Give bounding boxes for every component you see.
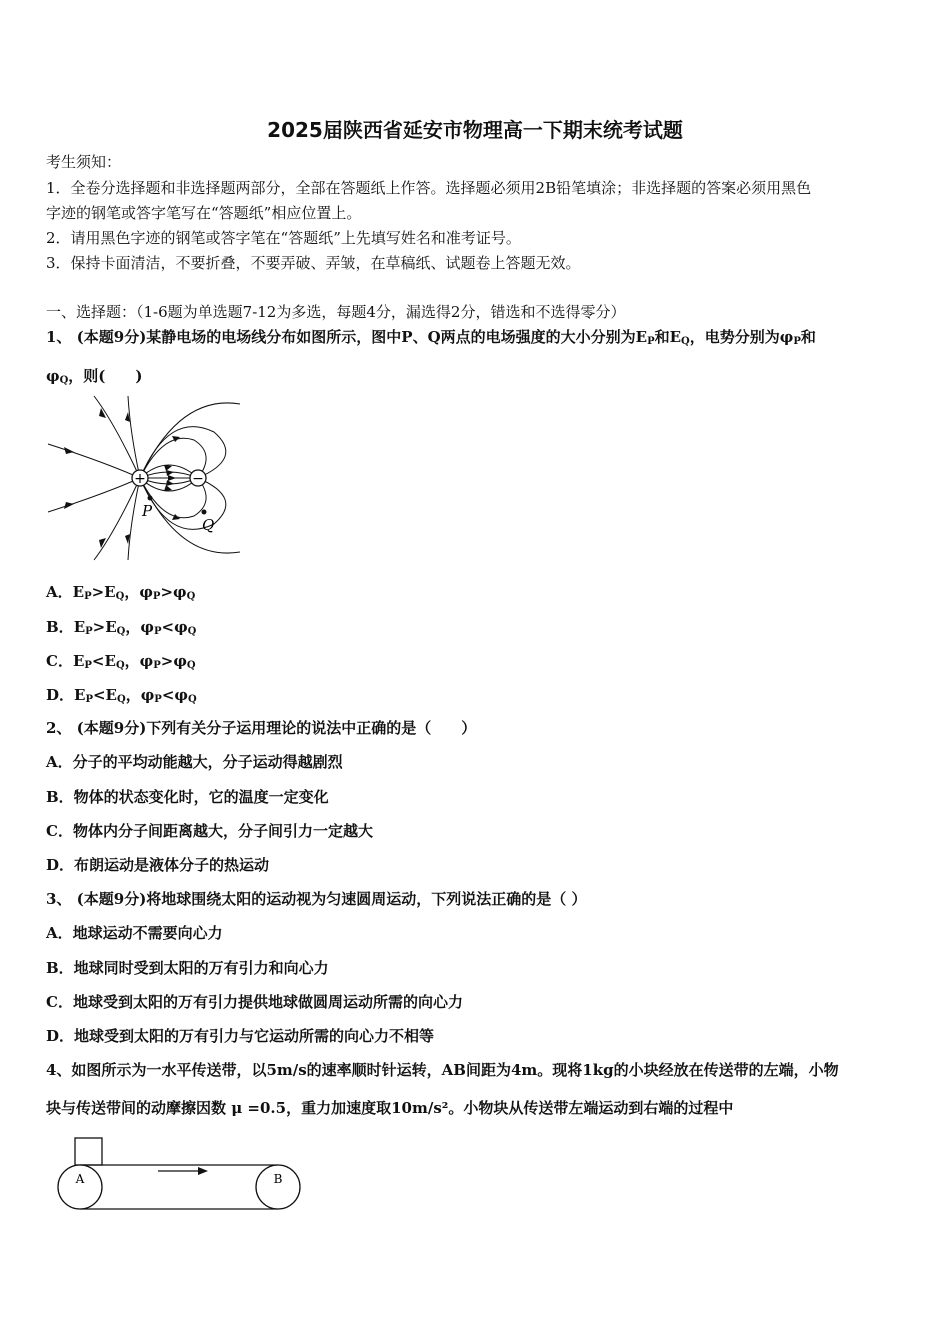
q1-stem: 1、 (本题9分)某静电场的电场线分布如图所示，图中P、Q两点的电场强度的大小分别为$E_P$和$E_Q$，电势分别为$\varphi_P$和 bbox=[46, 328, 816, 347]
negative-charge-label: − bbox=[192, 471, 204, 487]
positive-charge-label: + bbox=[134, 471, 146, 487]
section-heading: 一、选择题：（1-6题为单选题7-12为多选，每题4分，漏选得2分，错选和不选得零分） bbox=[46, 303, 626, 321]
electric-field-figure bbox=[44, 392, 244, 564]
pulley-a-label: A bbox=[75, 1172, 85, 1186]
q1-stem-cont: $\varphi_Q$，则( ) bbox=[46, 367, 143, 386]
q1-option-b: B．$E_P>E_Q$，$\varphi_P<\varphi_Q$ bbox=[46, 618, 197, 637]
pulley-b-label: B bbox=[273, 1172, 283, 1186]
notice-item-2: 2．请用黑色字迹的钢笔或答字笔在“答题纸”上先填写姓名和准考证号。 bbox=[46, 229, 521, 247]
q2-stem: 2、 (本题9分)下列有关分子运用理论的说法中正确的是（ ） bbox=[46, 719, 477, 737]
q3-option-d: D．地球受到太阳的万有引力与它运动所需的向心力不相等 bbox=[46, 1027, 435, 1045]
q4-stem-line2: 块与传送带间的动摩擦因数 μ =0.5，重力加速度取10m/s²。小物块从传送带左端运动到右端的过程中 bbox=[46, 1099, 734, 1117]
page-title: 2025届陕西省延安市物理高一下期末统考试题 bbox=[267, 118, 683, 142]
q2-option-d: D．布朗运动是液体分子的热运动 bbox=[46, 856, 270, 874]
q1-option-c: C．$E_P<E_Q$，$\varphi_P>\varphi_Q$ bbox=[46, 652, 196, 671]
q2-option-c: C．物体内分子间距离越大，分子间引力一定越大 bbox=[46, 822, 373, 840]
q2-option-b: B．物体的状态变化时，它的温度一定变化 bbox=[46, 788, 329, 806]
notice-item-3: 3．保持卡面清洁，不要折叠，不要弄破、弄皱，在草稿纸、试题卷上答题无效。 bbox=[46, 254, 581, 272]
notice-item-1: 1．全卷分选择题和非选择题两部分，全部在答题纸上作答。选择题必须用2B铅笔填涂；非选择题的答案必须用黑色 bbox=[46, 179, 812, 197]
q3-stem: 3、 (本题9分)将地球围绕太阳的运动视为匀速圆周运动，下列说法正确的是（ ） bbox=[46, 890, 587, 908]
notice-item-1-cont: 字迹的钢笔或答字笔写在“答题纸”相应位置上。 bbox=[46, 204, 362, 222]
conveyor-belt-figure bbox=[54, 1134, 304, 1216]
point-q-label: Q bbox=[202, 516, 215, 534]
q3-option-c: C．地球受到太阳的万有引力提供地球做圆周运动所需的向心力 bbox=[46, 993, 463, 1011]
q4-stem-line1: 4、如图所示为一水平传送带，以5m/s的速率顺时针运转，AB间距为4m。现将1kg的小块经放在传送带的左端，小物 bbox=[46, 1061, 839, 1079]
point-p-label: P bbox=[142, 502, 153, 520]
q2-option-a: A．分子的平均动能越大，分子运动得越剧烈 bbox=[46, 753, 343, 771]
q1-option-d: D．$E_P<E_Q$，$\varphi_P<\varphi_Q$ bbox=[46, 686, 197, 705]
q1-option-a: A．$E_P>E_Q$，$\varphi_P>\varphi_Q$ bbox=[46, 583, 196, 602]
q3-option-a: A．地球运动不需要向心力 bbox=[46, 924, 223, 942]
notice-heading: 考生须知： bbox=[46, 153, 122, 171]
q3-option-b: B．地球同时受到太阳的万有引力和向心力 bbox=[46, 959, 329, 977]
